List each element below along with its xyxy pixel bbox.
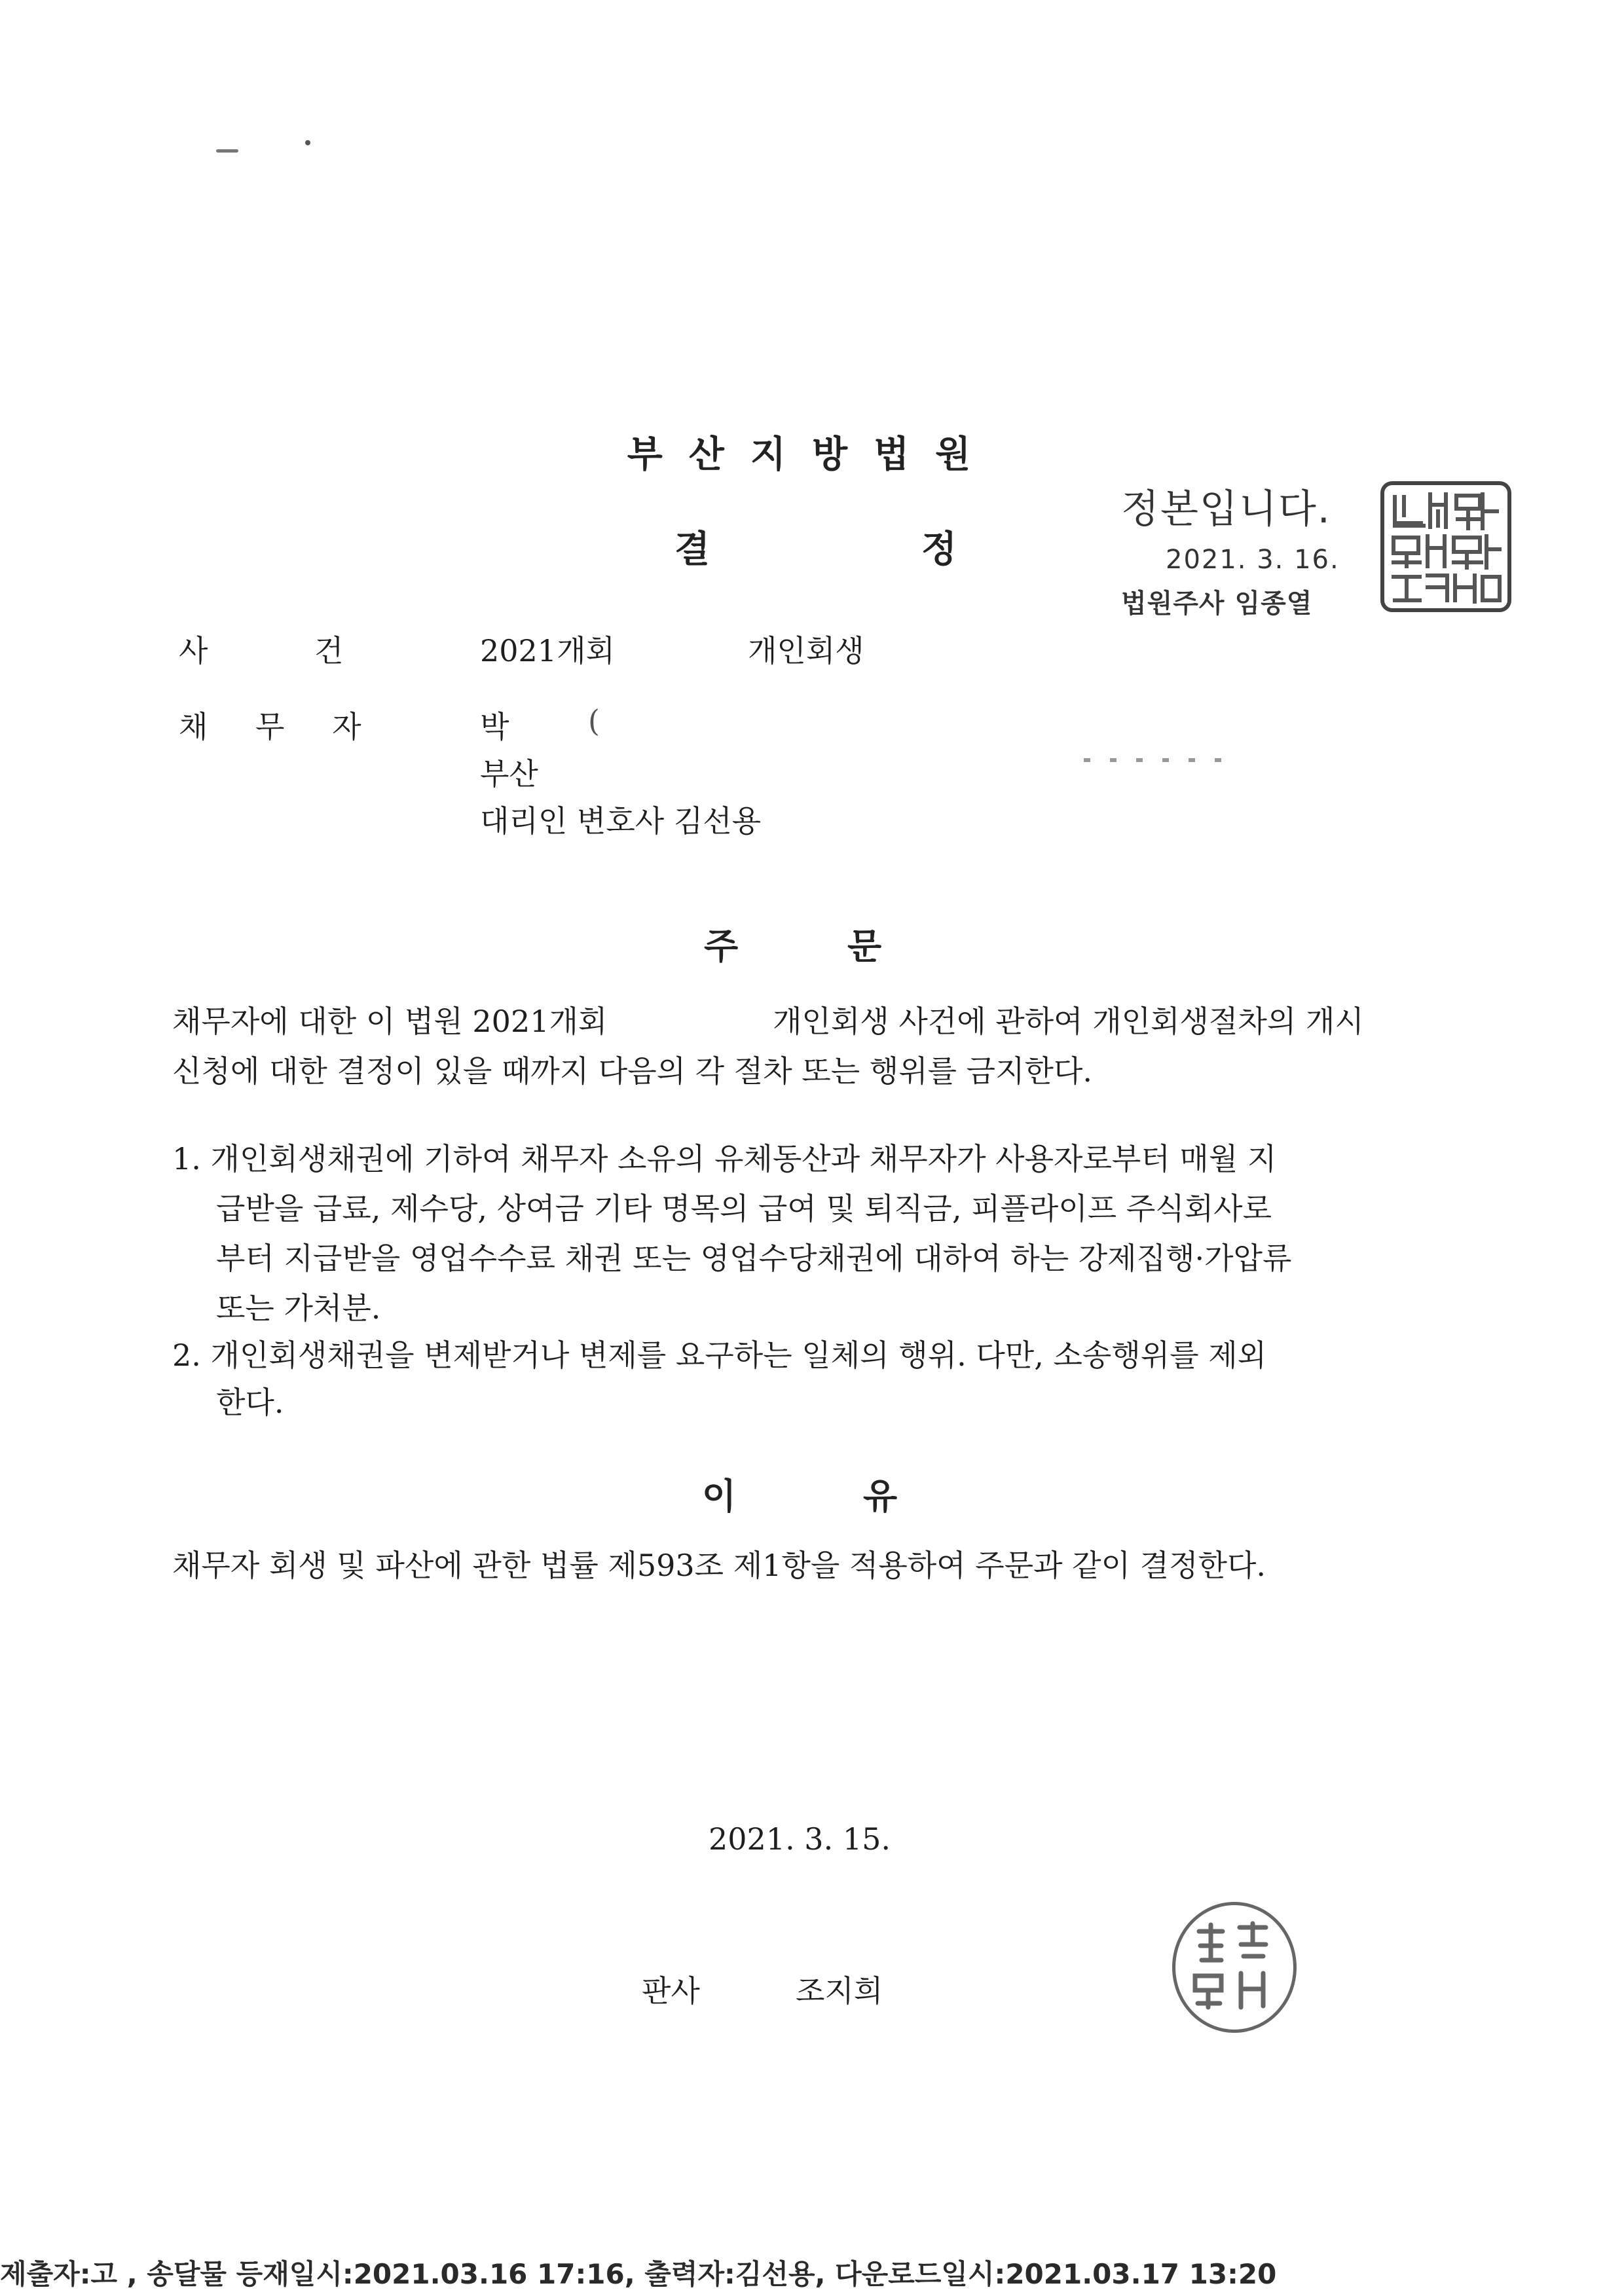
order-intro-line1-part2: 개인회생 사건에 관하여 개인회생절차의 개시 (773, 1004, 1364, 1039)
order-item-1-line4: 또는 가처분. (216, 1290, 381, 1326)
address-redaction-trace (1084, 758, 1234, 762)
decision-date: 2021. 3. 15. (709, 1821, 891, 1857)
court-seal-icon (1380, 481, 1511, 612)
certifying-clerk: 법원주사 임종열 (1121, 589, 1313, 619)
document-title-left: 결 (674, 528, 710, 571)
order-heading-left: 주 (704, 926, 739, 967)
attorney: 대리인 변호사 김선용 (480, 803, 762, 839)
judge-name: 조지희 (796, 1973, 883, 2009)
judge-seal-icon (1172, 1902, 1297, 2033)
debtor-name: 박 (480, 709, 509, 744)
reason-heading-left: 이 (702, 1476, 737, 1517)
debtor-label-text: 채 무 자 (179, 709, 361, 744)
certified-copy-text: 정본입니다. (1121, 486, 1331, 532)
order-item-1-line1: 1. 개인회생채권에 기하여 채무자 소유의 유체동산과 채무자가 사용자로부터 매월 지 (172, 1141, 1277, 1176)
order-heading-right: 문 (847, 926, 882, 967)
order-intro-line1-part1: 채무자에 대한 이 법원 2021개회 (172, 1004, 608, 1039)
judge-title: 판사 (642, 1973, 700, 2009)
document-title-right: 정 (921, 528, 957, 571)
case-label-text: 사 건 (179, 633, 344, 668)
order-item-1-line3: 부터 지급받을 영업수수료 채권 또는 영업수당채권에 대하여 하는 강제집행·가압류 (216, 1241, 1292, 1276)
debtor-address: 부산 (480, 756, 538, 792)
case-number: 2021개회 (480, 633, 615, 668)
footer-transmission-info: 제출자:고 , 송달물 등재일시:2021.03.16 17:16, 출력자:김선용, 다운로드일시:2021.03.17 13:20 (0, 2258, 1277, 2290)
debtor-name-redaction-mark: ( (588, 703, 600, 738)
scan-speck (216, 149, 238, 153)
order-item-2-line2: 한다. (216, 1385, 284, 1420)
reason-heading-right: 유 (863, 1476, 898, 1517)
case-type: 개인회생 (748, 633, 864, 668)
order-item-2-line1: 2. 개인회생채권을 변제받거나 변제를 요구하는 일체의 행위. 다만, 소송행위를 제외 (172, 1338, 1267, 1373)
debtor-label (179, 703, 361, 746)
reason-text: 채무자 회생 및 파산에 관한 법률 제593조 제1항을 적용하여 주문과 같이 결정한다. (172, 1548, 1266, 1583)
order-intro-line2: 신청에 대한 결정이 있을 때까지 다음의 각 절차 또는 행위를 금지한다. (172, 1053, 1093, 1089)
scan-speck (305, 140, 310, 145)
certification-date: 2021. 3. 16. (1166, 545, 1340, 575)
court-name: 부산지방법원 (627, 433, 997, 476)
order-item-1-line2: 급받을 급료, 제수당, 상여금 기타 명목의 급여 및 퇴직금, 피플라이프 주식회사로 (216, 1191, 1272, 1226)
case-label (179, 627, 344, 670)
